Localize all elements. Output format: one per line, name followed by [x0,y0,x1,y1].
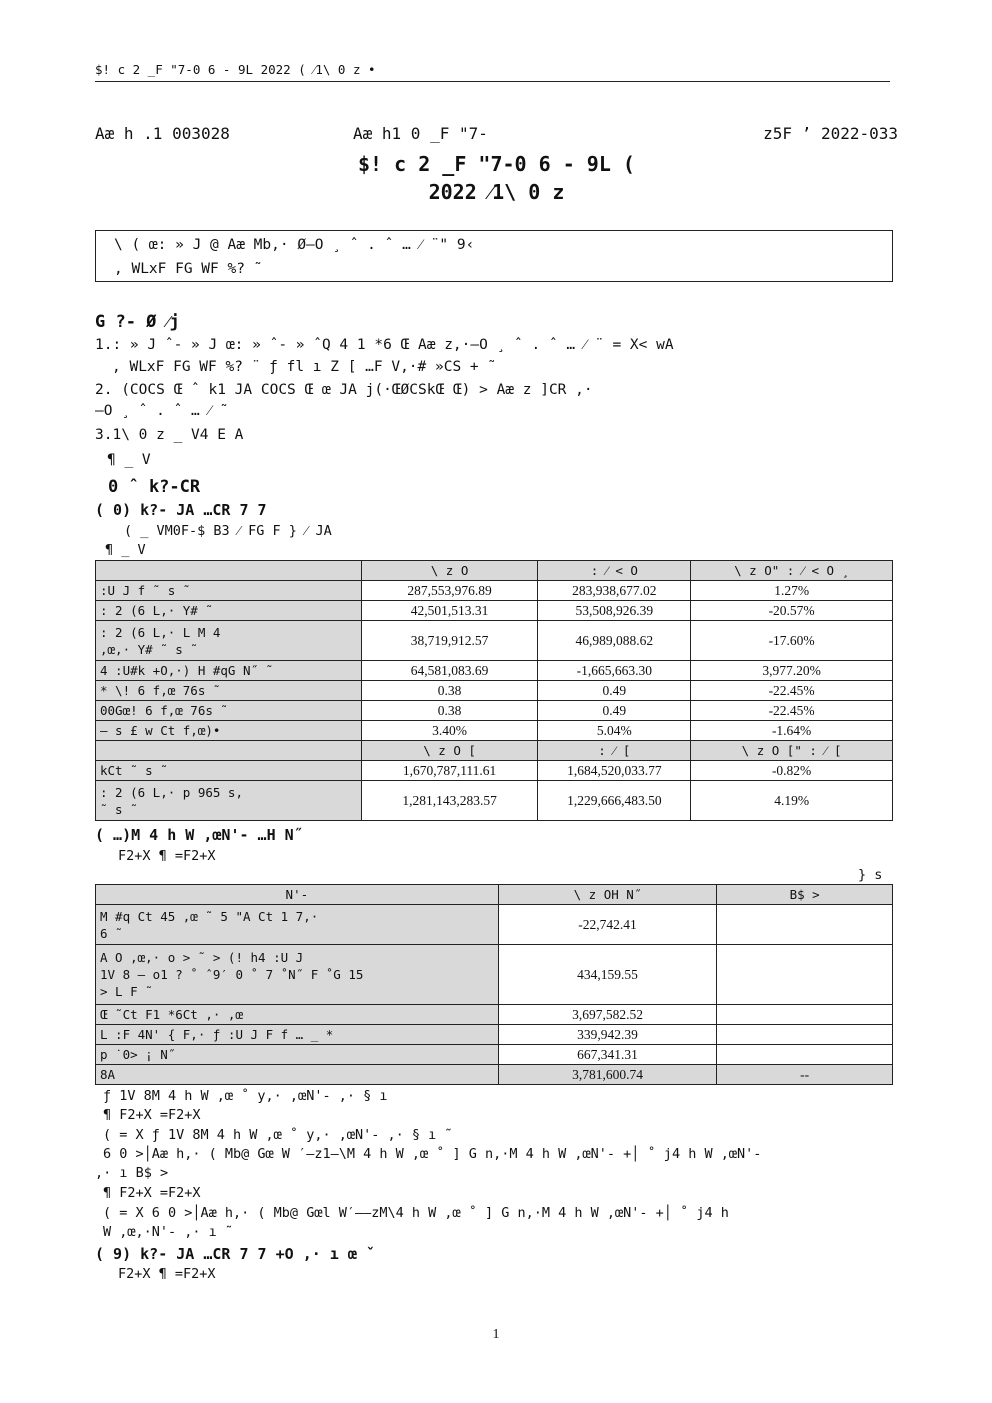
row-label-cell: : 2 (6 L,· Y# ˜ [96,601,362,621]
table-row [96,681,893,701]
unit-label-1: ¶ _ V [105,542,146,558]
header-cell: \ z OH N˝ [498,885,717,905]
note-line-4: 6 0 >│Aæ h,· ( Mb@ Gœ W ′—z1—\M 4 h W ,œ ˚ ] G n,·M 4 h W ,œN'- +│ ˚ j4 h W ,œN'- [103,1146,762,1162]
note-line-1: ƒ 1V 8M 4 h W ,œ ˚ y,· ,œN'- ,· § ı [103,1088,388,1104]
notice-box [95,230,893,282]
table-row [96,1045,893,1065]
unit-label-3: F2+X ¶ =F2+X [118,1266,216,1282]
header-cell: \ z O [" : ⁄ [ [691,741,893,761]
paragraph-2b: –O ¸ ˆ . ˆ … ⁄ ˜ [95,403,229,419]
non-recurring-items-table [95,884,893,1085]
value-cell: -0.82% [691,761,893,781]
document-title: $! c 2 _F "7-0 6 - 9L ( [358,152,635,176]
header-cell [96,561,362,581]
row-label-cell: 4 :U#k +O,·) H #qG N˝ ˜ [96,661,362,681]
table-row [96,601,893,621]
header-cell: B$ > [717,885,893,905]
row-label-cell: — s £ w Ct f,œ)• [96,721,362,741]
row-label-cell: : 2 (6 L,· L M 4 ,œ,· Y# ˜ s ˜ [96,621,362,661]
remark-cell [717,905,893,945]
paragraph-4: ¶ _ V [107,452,151,468]
value-cell: 1,281,143,283.57 [361,781,538,821]
row-label-cell: : 2 (6 L,· p 965 s, ˜ s ˜ [96,781,362,821]
row-label-cell: Œ ˜Ct F1 *6Ct ,· ,œ [96,1005,499,1025]
remark-cell [717,1025,893,1045]
row-label-cell: * \! 6 f,œ 76s ˜ [96,681,362,701]
remark-cell: -- [717,1065,893,1085]
subsection-heading-3: ( 9) k?- JA …CR 7 7 +O ,· ı œ ˇ [95,1245,375,1263]
value-cell: -22.45% [691,681,893,701]
page-number: 1 [492,1327,500,1342]
value-cell: 0.38 [361,681,538,701]
row-label-cell: 00Gœ! 6 f,œ 76s ˜ [96,701,362,721]
note-line-6: ¶ F2+X =F2+X [103,1185,201,1201]
value-cell: -22.45% [691,701,893,721]
paragraph-2a: 2. (COCS Œ ˆ k1 JA COCS Œ œ JA j(·ŒØCSkŒ Œ) > Aæ z ]CR ,· [95,382,593,398]
header-cell: N'- [96,885,499,905]
value-cell: 1,684,520,033.77 [538,761,691,781]
remark-cell [717,945,893,1005]
table-row [96,1025,893,1045]
subsection-note-1: ( _ VM0F-$ B3 ⁄ FG F } ⁄ JA [124,523,332,539]
note-line-2: ¶ F2+X =F2+X [103,1107,201,1123]
table-row [96,945,893,1005]
value-cell: 667,341.31 [498,1045,717,1065]
header-cell: \ z O [ [361,741,538,761]
subsection-heading-1: ( 0) k?- JA …CR 7 7 [95,501,267,519]
row-label-cell: A O ,œ,· o > ˜ > (! h4 :U J 1V 8 – o1 ? ˚ ˆ9′ 0 ˚ 7 ˚N˝ F ˚G 15 > L F ˜ [96,945,499,1005]
note-line-3: ( = X ƒ 1V 8M 4 h W ,œ ˚ y,· ,œN'- ,· § ı ˜ [103,1127,453,1143]
value-cell: -20.57% [691,601,893,621]
subsection-heading-2: ( …)M 4 h W ,œN'- …H N˝ [95,826,303,844]
table-header-row [96,741,893,761]
running-header: $! c 2 _F "7-0 6 - 9L 2022 ( ⁄1\ 0 z • [95,62,890,82]
paragraph-3: 3.1\ 0 z _ V4 E A [95,427,244,443]
table-row [96,721,893,741]
value-cell: 64,581,083.69 [361,661,538,681]
value-cell: 5.04% [538,721,691,741]
unit-label-2-right: } s [858,867,883,883]
value-cell: -22,742.41 [498,905,717,945]
row-label-cell: M #q Ct 45 ,œ ˜ 5 "A Ct 1 7,· 6 ˜ [96,905,499,945]
value-cell: 42,501,513.31 [361,601,538,621]
financial-summary-table [95,560,893,821]
section-heading-g: G ?- Ø ⁄j [95,312,180,332]
value-cell: 287,553,976.89 [361,581,538,601]
table-row [96,1005,893,1025]
paragraph-1a: 1.: » J ˆ- » J œ: » ˆ- » ˆQ 4 1 *6 Œ Aæ z,·–O ¸ ˆ . ˆ … ⁄ ¨ = X< wA [95,337,674,353]
value-cell: 46,989,088.62 [538,621,691,661]
header-cell: \ z O" : ⁄ < O ¸ [691,561,893,581]
table-row [96,905,893,945]
row-label-cell: kCt ˜ s ˜ [96,761,362,781]
table-header-row [96,561,893,581]
value-cell: -1.64% [691,721,893,741]
value-cell: -1,665,663.30 [538,661,691,681]
row-label-cell: L :F 4N' { F,· ƒ :U J F f … _ * [96,1025,499,1045]
value-cell: 53,508,926.39 [538,601,691,621]
value-cell: 0.38 [361,701,538,721]
note-line-7: ( = X 6 0 >│Aæ h,· ( Mb@ Gœl W′——zM\4 h W ,œ ˚ ] G n,·M 4 h W ,œN'- +│ ˚ j4 h [103,1205,729,1221]
value-cell: 1.27% [691,581,893,601]
notice-line-1: \ ( œ: » J @ Aæ Mb,· Ø–O ¸ ˆ . ˆ … ⁄ ¨" 9‹ [114,237,475,253]
unit-label-2: F2+X ¶ =F2+X [118,848,216,864]
value-cell: 3.40% [361,721,538,741]
value-cell: 3,697,582.52 [498,1005,717,1025]
note-line-5: ,· ı B$ > [95,1165,169,1181]
notice-line-2: , WLxF FG WF %? ˜ [114,261,263,277]
stock-short-name: Aæ h1 0 _F "7- [353,124,488,143]
value-cell: 0.49 [538,681,691,701]
value-cell: 3,781,600.74 [498,1065,717,1085]
header-cell [96,741,362,761]
stock-code: Aæ h .1 003028 [95,124,230,143]
table-row [96,661,893,681]
header-cell: \ z O [361,561,538,581]
row-label-cell: p ˙0> ¡ N˝ [96,1045,499,1065]
note-line-8: W ,œ,·N'- ,· ı ˜ [103,1224,234,1240]
value-cell: 4.19% [691,781,893,821]
header-cell: : ⁄ [ [538,741,691,761]
row-label-cell: :U J f ˜ s ˜ [96,581,362,601]
value-cell: 0.49 [538,701,691,721]
table-row [96,761,893,781]
table-row [96,621,893,661]
value-cell: 283,938,677.02 [538,581,691,601]
header-cell: : ⁄ < O [538,561,691,581]
table-row [96,701,893,721]
table-row [96,581,893,601]
table-row [96,781,893,821]
stock-code-line [95,124,898,144]
document-subtitle: 2022 ⁄1\ 0 z [428,180,565,204]
value-cell: 38,719,912.57 [361,621,538,661]
remark-cell [717,1005,893,1025]
announcement-number: z5F ’ 2022-033 [763,124,898,143]
value-cell: -17.60% [691,621,893,661]
value-cell: 339,942.39 [498,1025,717,1045]
value-cell: 1,670,787,111.61 [361,761,538,781]
value-cell: 3,977.20% [691,661,893,681]
remark-cell [717,1045,893,1065]
table-header-row [96,885,893,905]
table-row [96,1065,893,1085]
paragraph-1b: , WLxF FG WF %? ¨ ƒ fl ı Z [ …F V,·# »CS + ˜ [112,359,497,375]
section-heading-0: 0 ˆ k?-CR [108,477,201,497]
value-cell: 1,229,666,483.50 [538,781,691,821]
value-cell: 434,159.55 [498,945,717,1005]
row-label-cell: 8A [96,1065,499,1085]
